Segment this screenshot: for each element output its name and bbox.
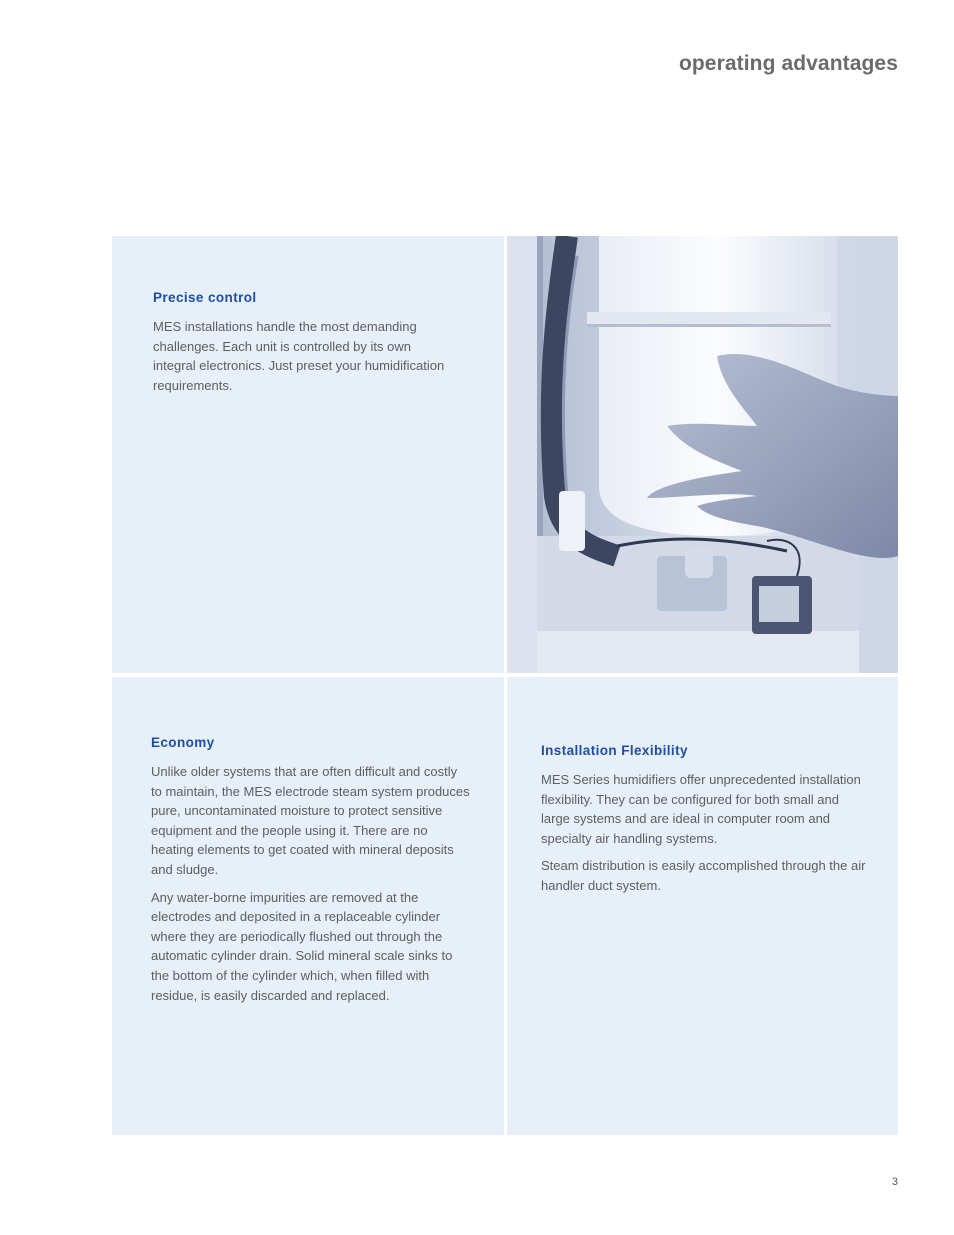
section-heading-economy: Economy bbox=[151, 735, 215, 750]
section-heading-precise-control: Precise control bbox=[153, 290, 257, 305]
section-paragraph: Any water-borne impurities are removed at the electrodes and deposited in a replaceable cylinder where they are periodically flushed out through the automatic cylinder drain. Solid mineral scale sinks to the bottom of the cylinder which, when filled with residue, is easily discarded and replaced. bbox=[151, 889, 453, 1003]
page-number: 3 bbox=[891, 1176, 898, 1188]
section-paragraph: Unlike older systems that are often difficult and costly to maintain, the MES electrode steam system produces pure, uncontaminated moisture to protect sensitive equipment and the people using it. There are no heating elements to get coated with mineral deposits and sludge. bbox=[151, 764, 470, 877]
humidifier-photo-illustration bbox=[507, 236, 898, 673]
panel-economy bbox=[112, 677, 504, 1135]
panel-installation-flexibility bbox=[507, 677, 898, 1135]
section-heading-installation-flexibility: Installation Flexibility bbox=[541, 743, 688, 758]
section-economy bbox=[151, 735, 471, 1013]
section-precise-control bbox=[153, 290, 453, 403]
section-installation-flexibility bbox=[541, 743, 871, 904]
section-paragraph: Steam distribution is easily accomplished through the air handler duct system. bbox=[541, 858, 866, 893]
section-paragraph: MES installations handle the most demanding challenges. Each unit is controlled by its own integral electronics. Just preset your humidification requirements. bbox=[153, 319, 445, 393]
humidifier-cylinder-photo bbox=[507, 236, 898, 673]
page-title: operating advantages bbox=[678, 52, 898, 75]
panel-precise-control bbox=[112, 236, 504, 673]
section-paragraph: MES Series humidifiers offer unprecedented installation flexibility. They can be configured for both small and large systems and are ideal in computer room and specialty air handling systems. bbox=[541, 772, 861, 846]
